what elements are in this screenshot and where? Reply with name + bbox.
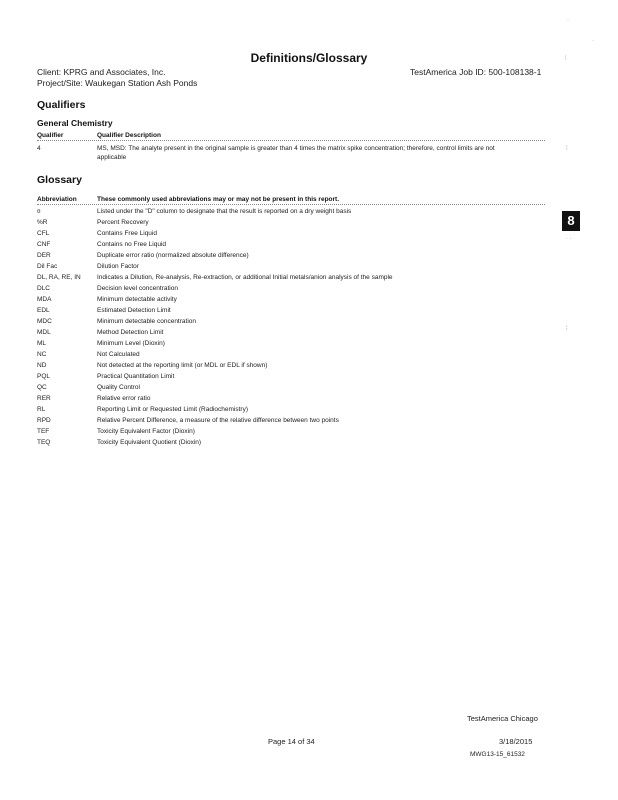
definition: Method Detection Limit bbox=[97, 329, 164, 336]
definition: Indicates a Dilution, Re-analysis, Re-extraction, or additional Initial metals/anion analysis of the sample bbox=[97, 274, 393, 281]
definition: Duplicate error ratio (normalized absolute difference) bbox=[97, 252, 249, 259]
abbreviation: ¤ bbox=[37, 208, 41, 215]
scan-mark: ⁞ bbox=[566, 326, 568, 332]
definition: Toxicity Equivalent Factor (Dioxin) bbox=[97, 428, 195, 435]
glossary-heading: Glossary bbox=[37, 174, 82, 186]
scan-mark: ⁞ bbox=[565, 56, 567, 62]
scan-mark: ⁞ bbox=[566, 146, 568, 152]
definition: Not detected at the reporting limit (or MDL or EDL if shown) bbox=[97, 362, 268, 369]
abbreviation: CNF bbox=[37, 241, 51, 248]
abbreviation: PQL bbox=[37, 373, 51, 380]
definition: Relative error ratio bbox=[97, 395, 151, 402]
definition: Contains no Free Liquid bbox=[97, 241, 167, 248]
definition: Listed under the "D" column to designate that the result is reported on a dry weight basis bbox=[97, 208, 352, 215]
abbreviation: %R bbox=[37, 219, 48, 226]
page-title: Definitions/Glossary bbox=[250, 51, 368, 65]
abbreviation: EDL bbox=[37, 307, 50, 314]
lab-name: TestAmerica Chicago bbox=[467, 714, 538, 723]
abbreviation: Dil Fac bbox=[37, 263, 58, 270]
abbreviation: MDA bbox=[37, 296, 52, 303]
abbreviation: NC bbox=[37, 351, 47, 358]
qualifier-header-rule bbox=[37, 140, 545, 141]
abbreviation: RL bbox=[37, 406, 46, 413]
definition: Decision level concentration bbox=[97, 285, 178, 292]
section-tab: 8 bbox=[562, 211, 580, 231]
qualifier-code: 4 bbox=[37, 145, 41, 152]
page-number: Page 14 of 34 bbox=[268, 737, 315, 746]
qualifier-description: MS, MSD: The analyte present in the original sample is greater than 4 times the matrix spike concentration; therefore, control limits are not bbox=[97, 145, 495, 152]
qualifier-description-column-header: Qualifier Description bbox=[97, 132, 161, 139]
scan-mark: · bbox=[567, 18, 569, 24]
abbreviation-column-header: Abbreviation bbox=[37, 196, 77, 203]
definition: Minimum Level (Dioxin) bbox=[97, 340, 165, 347]
definition: Contains Free Liquid bbox=[97, 230, 157, 237]
abbreviation: MDC bbox=[37, 318, 52, 325]
scan-mark: · · bbox=[566, 236, 572, 242]
abbreviation: ND bbox=[37, 362, 47, 369]
definition: Practical Quantitation Limit bbox=[97, 373, 175, 380]
abbreviation: CFL bbox=[37, 230, 50, 237]
definition: Quality Control bbox=[97, 384, 140, 391]
project-site: Project/Site: Waukegan Station Ash Ponds bbox=[37, 78, 198, 88]
definition: Percent Recovery bbox=[97, 219, 149, 226]
abbreviation: RER bbox=[37, 395, 51, 402]
abbreviation: DL, RA, RE, IN bbox=[37, 274, 81, 281]
batch-id: MWG13-15_61532 bbox=[470, 751, 525, 758]
scan-mark: · bbox=[592, 38, 594, 44]
abbreviation: TEQ bbox=[37, 439, 51, 446]
definition: Minimum detectable activity bbox=[97, 296, 177, 303]
job-id: TestAmerica Job ID: 500-108138-1 bbox=[410, 67, 542, 77]
definition: Dilution Factor bbox=[97, 263, 139, 270]
definition: Estimated Detection Limit bbox=[97, 307, 171, 314]
definition: Not Calculated bbox=[97, 351, 140, 358]
abbreviation: DLC bbox=[37, 285, 51, 292]
glossary-note: These commonly used abbreviations may or may not be present in this report. bbox=[97, 196, 340, 203]
qualifier-description-cont: applicable bbox=[97, 154, 127, 161]
definition: Relative Percent Difference, a measure of the relative difference between two points bbox=[97, 417, 339, 424]
glossary-header-rule bbox=[37, 204, 545, 205]
qualifier-column-header: Qualifier bbox=[37, 132, 64, 139]
report-date: 3/18/2015 bbox=[499, 737, 533, 746]
abbreviation: DER bbox=[37, 252, 51, 259]
qualifiers-heading: Qualifiers bbox=[37, 99, 86, 111]
abbreviation: ML bbox=[37, 340, 47, 347]
client-name: Client: KPRG and Associates, Inc. bbox=[37, 67, 166, 77]
definition: Minimum detectable concentration bbox=[97, 318, 196, 325]
abbreviation: TEF bbox=[37, 428, 50, 435]
abbreviation: RPD bbox=[37, 417, 51, 424]
definition: Toxicity Equivalent Quotient (Dioxin) bbox=[97, 439, 202, 446]
general-chemistry-subheading: General Chemistry bbox=[37, 118, 113, 128]
abbreviation: MDL bbox=[37, 329, 51, 336]
abbreviation: QC bbox=[37, 384, 47, 391]
definition: Reporting Limit or Requested Limit (Radiochemistry) bbox=[97, 406, 249, 413]
